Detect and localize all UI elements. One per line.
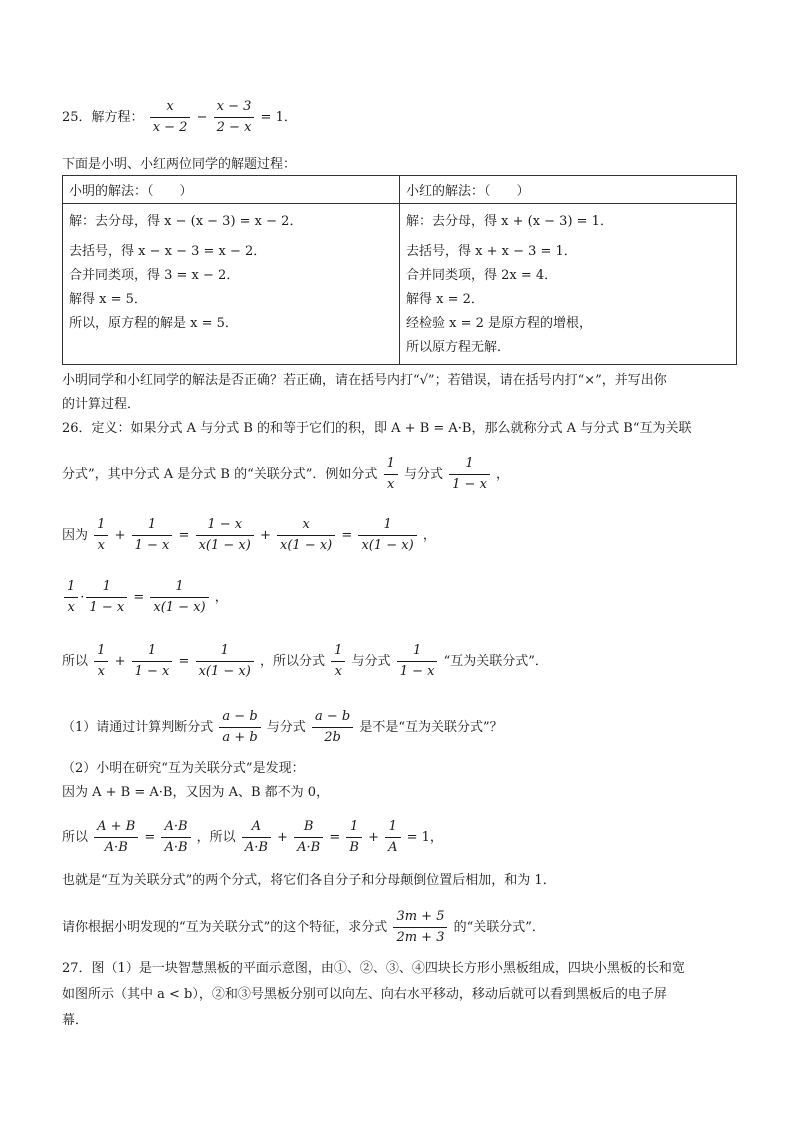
xiaoming-header: 小明的解法：（ ） bbox=[63, 176, 400, 204]
q27-line-2: 如图所示（其中 a < b），②和③号黑板分别可以向左、向右水平移动，移动后就可以看到黑板后的电子屏 bbox=[62, 987, 667, 1002]
q25-fraction-1: $\frac{x}{x - 2}$ bbox=[150, 98, 191, 137]
q27-line-1: 27．图（1）是一块智慧黑板的平面示意图，由①、②、③、④四块长方形小黑板组成，四块小黑板的长和宽 bbox=[62, 961, 685, 976]
q25-equation: 25．解方程： $\frac{x}{x - 2}$ − $\frac{x - 3}{2 - x}$ = 1． bbox=[62, 99, 297, 135]
xiaohong-solution: 解：去分母，得 x + (x − 3) = 1． 去括号，得 x + x − 3 = 1． 合并同类项，得 2x = 4． 解得 x = 2． 经检验 x = 2 是原方程的增根， 所以原方程无解． bbox=[400, 204, 737, 365]
q26-part-2-equation: 所以 $\frac{A + B}{A\cdot B}$ = $\frac{A\cdot B}{A\cdot B}$ ，所以 $\frac{A}{A\cdot B}$ + $\frac{B}{A\cdot B}$ = $\frac{1}{B}$ + $\frac{1}{A}$ = 1， bbox=[62, 819, 443, 855]
xiaoming-solution: 解：去分母，得 x − (x − 3) = x − 2． 去括号，得 x − x − 3 = x − 2． 合并同类项，得 3 = x − 2． 解得 x = 5． 所以，原方程的解是 x = 5． bbox=[63, 204, 400, 365]
q26-because-equation: 因为 $\frac{1}{x}$ + $\frac{1}{1 - x}$ = $\frac{1 - x}{x(1 - x)}$ + $\frac{x}{x(1 - x)}$ = $\frac{1}{x(1 - x)}$ ， bbox=[62, 517, 436, 553]
q25-fraction-2: $\frac{x - 3}{2 - x}$ bbox=[214, 98, 255, 137]
q26-part-1: （1）请通过计算判断分式 $\frac{a - b}{a + b}$ 与分式 $\frac{a - b}{2b}$ 是不是“互为关联分式”？ bbox=[62, 709, 503, 745]
q25-question-line-2: 的计算过程． bbox=[62, 397, 141, 412]
q25-label: 25．解方程： bbox=[62, 110, 144, 125]
xiaohong-header: 小红的解法：（ ） bbox=[400, 176, 737, 204]
q25-solution-table bbox=[62, 175, 737, 365]
q26-part-2-line-2: 因为 A + B = A·B，又因为 A、B 都不为 0， bbox=[62, 785, 330, 800]
q25-intro: 下面是小明、小红两位同学的解题过程： bbox=[62, 157, 297, 172]
q26-part-2-ask: 请你根据小明发现的“互为关联分式”的这个特征，求分式 $\frac{3m + 5}{2m + 3}$ 的“关联分式”． bbox=[62, 909, 545, 945]
q27-line-3: 幕． bbox=[62, 1013, 89, 1028]
q25-question-line-1: 小明同学和小红同学的解法是否正确？若正确，请在括号内打“√”；若错误，请在括号内打“×”，并写出你 bbox=[62, 373, 667, 388]
q26-so-equation: 所以 $\frac{1}{x}$ + $\frac{1}{1 - x}$ = $\frac{1}{x(1 - x)}$ ，所以分式 $\frac{1}{x}$ 与分式 $\frac{1}{1 - x}$ “互为关联分式”． bbox=[62, 643, 548, 679]
q26-product-equation: $\frac{1}{x}$ · $\frac{1}{1 - x}$ = $\frac{1}{x(1 - x)}$ ， bbox=[62, 578, 228, 617]
q26-definition-line-1: 26．定义：如果分式 A 与分式 B 的和等于它们的积，即 A + B = A·B，那么就称分式 A 与分式 B“互为关联 bbox=[62, 421, 692, 436]
q26-part-2-line-1: （2）小明在研究“互为关联分式”是发现： bbox=[62, 761, 305, 776]
q26-part-2-line-4: 也就是“互为关联分式”的两个分式，将它们各自分子和分母颠倒位置后相加，和为 1． bbox=[62, 873, 556, 888]
q26-definition-line-2: 分式”，其中分式 A 是分式 B 的“关联分式”．例如分式 $\frac{1}{x}$ 与分式 $\frac{1}{1 - x}$ ， bbox=[62, 456, 510, 492]
